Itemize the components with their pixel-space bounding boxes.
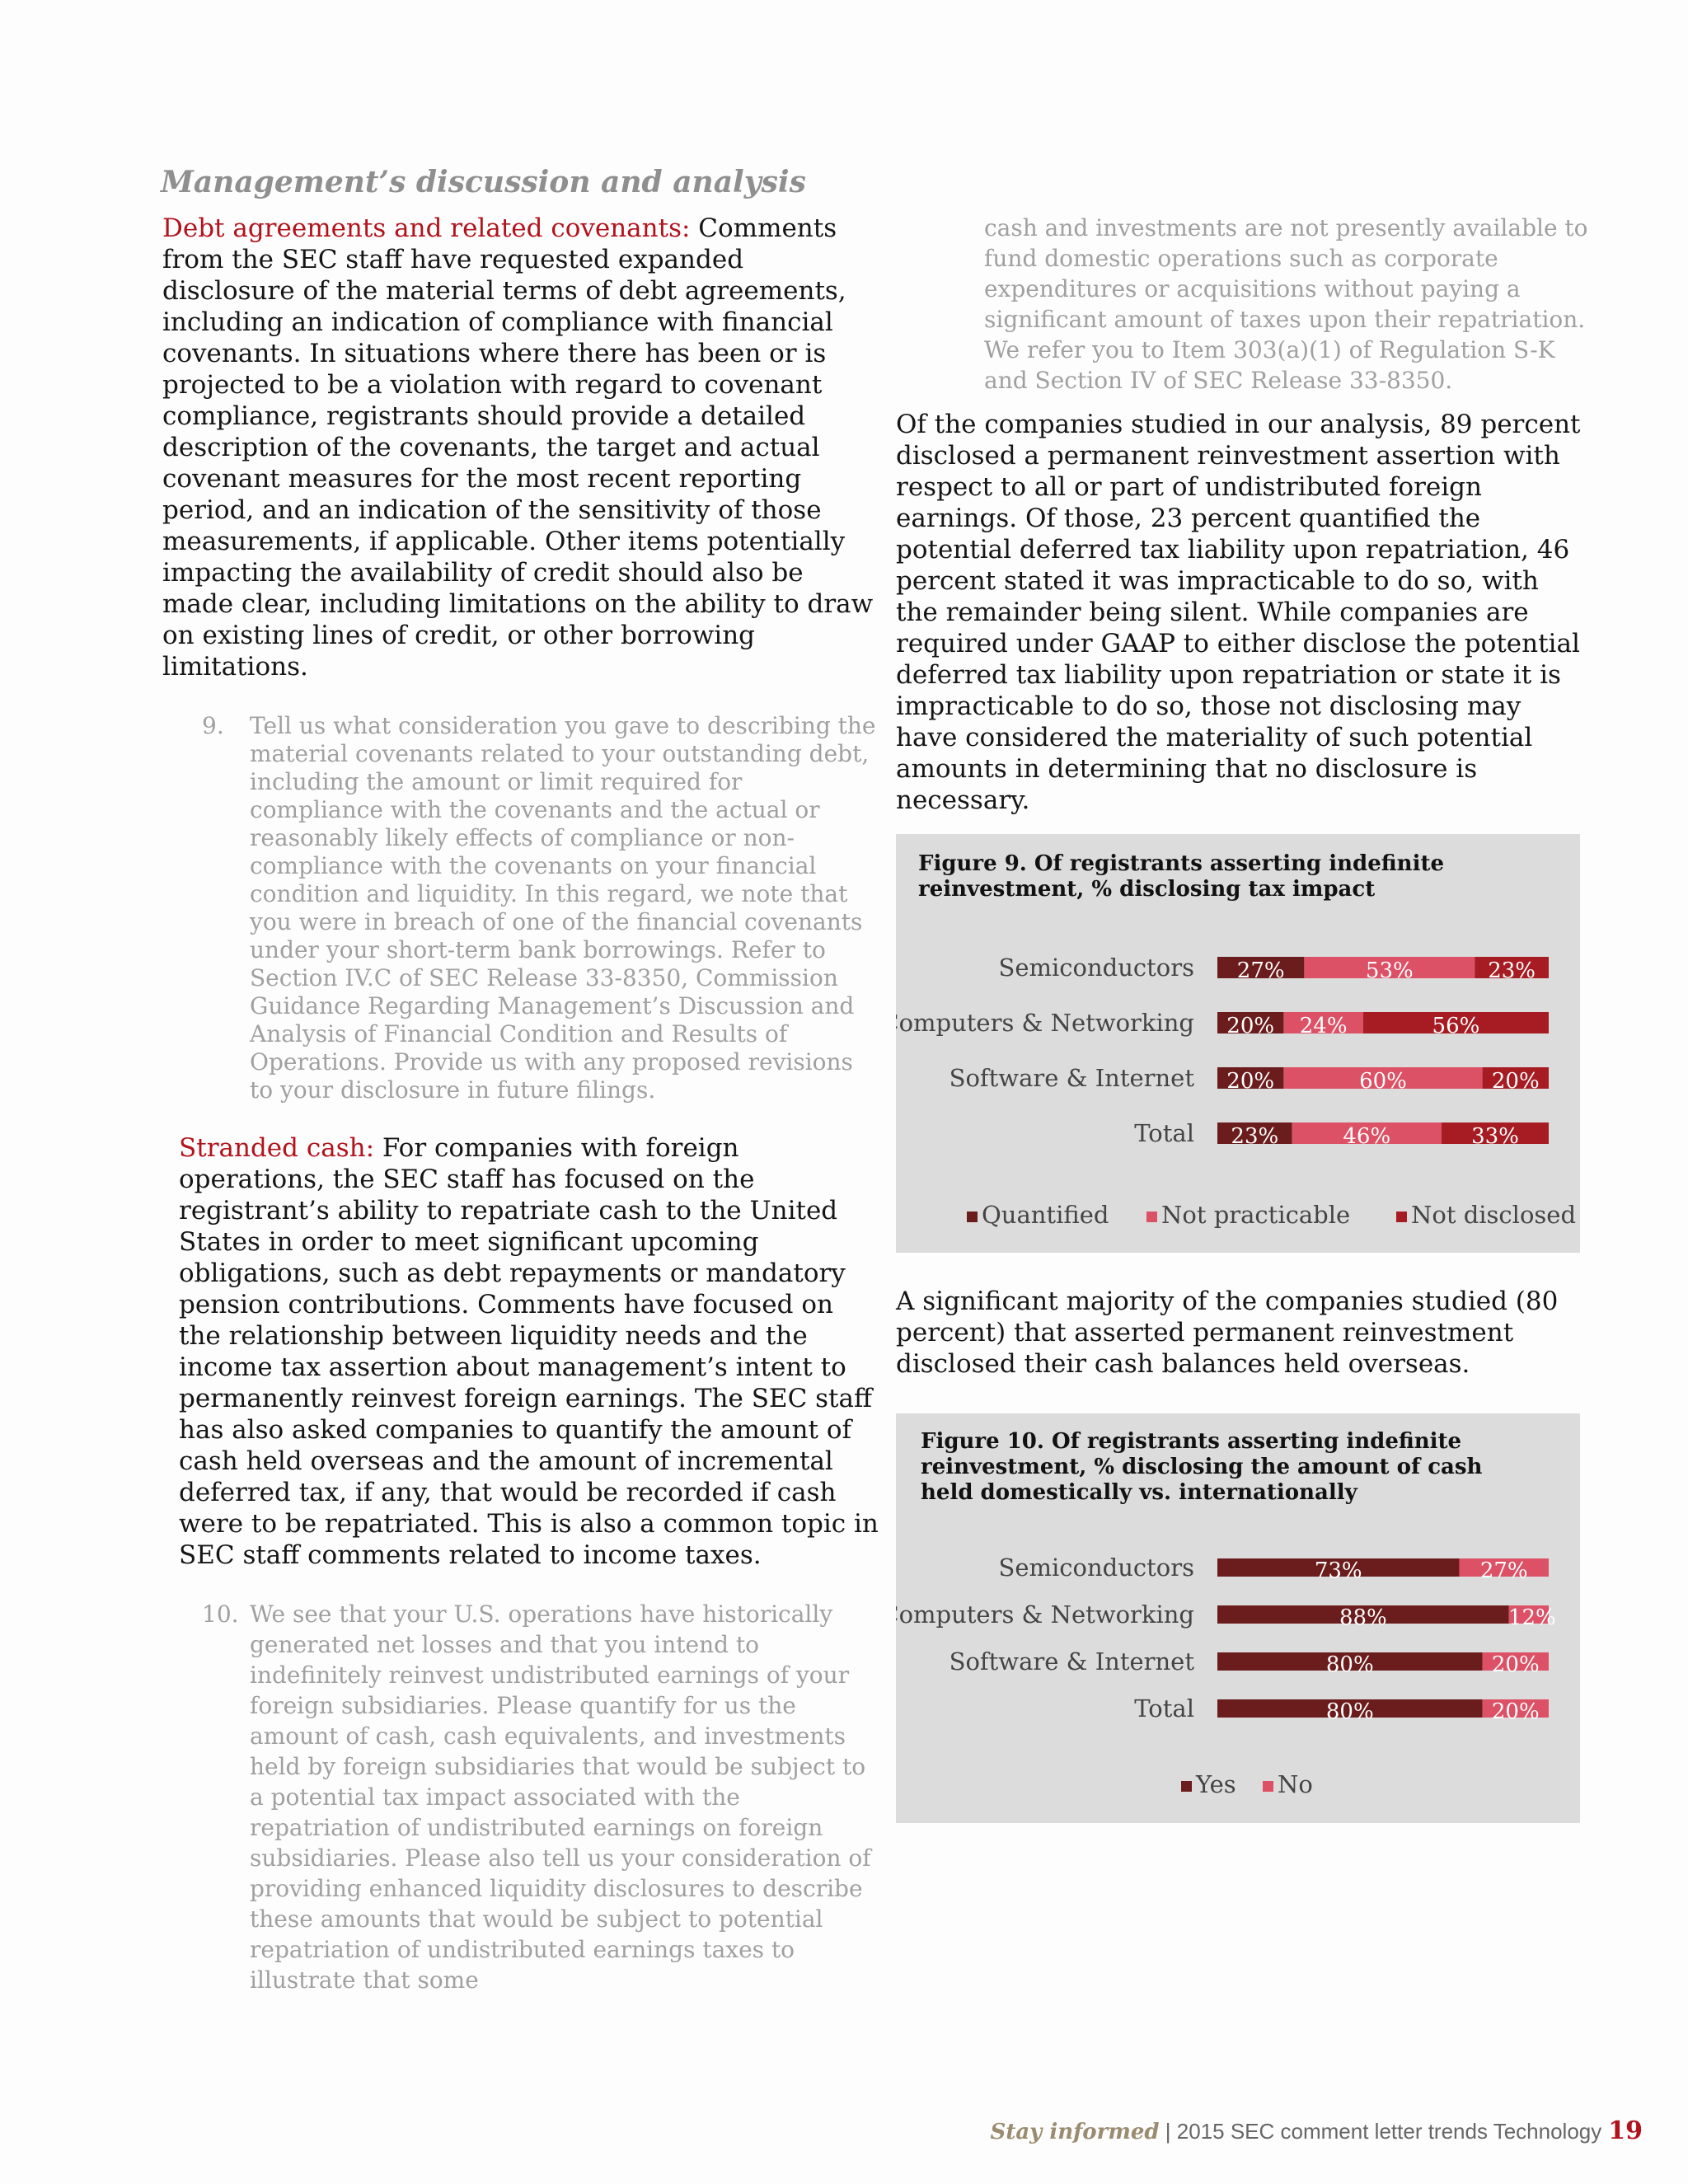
chart-title-line: reinvestment, % disclosing the amount of cash xyxy=(921,1455,1483,1479)
legend-label: Not practicable xyxy=(1161,1201,1351,1229)
debt-covenants-text: Comments from the SEC staff have requested expanded disclosure of the material terms of debt agreements, including an indication of compliance with financial covenants. In situations where there has been or is projected to be a violation with regard to covenant compliance, registrants should provide a detailed description of the covenants, the target and actual covenant measures for the most recent reporting period, and an indication of the sensitivity of those measurements, if applicable. Other items potentially impacting the availability of credit should also be made clear, including limitations on the ability to draw on existing lines of credit, or other borrowing limitations. xyxy=(162,213,874,682)
category-label: Semiconductors xyxy=(998,954,1194,982)
legend-label: Quantified xyxy=(982,1201,1109,1229)
legend-swatch xyxy=(1146,1212,1157,1222)
legend-swatch xyxy=(1263,1781,1273,1792)
data-label: 27% xyxy=(1236,958,1285,983)
stranded-cash-text: For companies with foreign operations, the SEC staff has focused on the registrant’s ability to repatriate cash to the United States in order to meet significant upcoming obligations, such as debt repayments or mandatory pension contributions. Comments have focused on the relationship between liquidity needs and the income tax assertion about management’s intent to permanently reinvest foreign earnings. The SEC staff has also asked companies to quantify the amount of cash held overseas and the amount of incremental deferred tax, if any, that would be recorded if cash were to be repatriated. This is also a common topic in SEC staff comments related to income taxes. xyxy=(179,1133,879,1570)
data-label: 33% xyxy=(1471,1124,1519,1149)
data-label: 20% xyxy=(1491,1699,1540,1724)
data-label: 23% xyxy=(1231,1124,1279,1149)
data-label: 80% xyxy=(1325,1652,1374,1677)
data-label: 23% xyxy=(1488,958,1536,983)
data-label: 80% xyxy=(1325,1699,1374,1724)
category-label: Total xyxy=(1134,1694,1194,1722)
figure-9 xyxy=(896,834,1580,1253)
category-label: Total xyxy=(1134,1119,1194,1147)
category-label: Software & Internet xyxy=(949,1064,1194,1092)
footer-title: 2015 SEC comment letter trends Technology xyxy=(1176,2119,1602,2144)
figure-10 xyxy=(896,1413,1580,1823)
data-label: 20% xyxy=(1491,1069,1540,1094)
data-label: 46% xyxy=(1343,1124,1391,1149)
page-footer xyxy=(991,2116,1643,2145)
data-label: 20% xyxy=(1226,1069,1275,1094)
legend-label: Yes xyxy=(1196,1770,1236,1798)
chart-title-line: reinvestment, % disclosing tax impact xyxy=(918,877,1376,902)
data-label: 24% xyxy=(1299,1014,1348,1038)
data-label: 56% xyxy=(1432,1014,1480,1038)
legend-label: Not disclosed xyxy=(1411,1201,1577,1229)
category-label: Software & Internet xyxy=(949,1647,1194,1675)
comment-9 xyxy=(162,712,879,1104)
category-label: Computers & Networking xyxy=(896,1601,1194,1629)
data-label: 60% xyxy=(1359,1069,1407,1094)
category-label: Computers & Networking xyxy=(896,1009,1194,1037)
data-label: 88% xyxy=(1339,1605,1387,1630)
data-label: 12% xyxy=(1507,1605,1556,1630)
comment-number: 9. xyxy=(202,712,224,739)
stranded-cash-paragraph xyxy=(179,1132,879,1571)
data-label: 20% xyxy=(1226,1014,1275,1038)
legend-swatch xyxy=(1181,1781,1192,1792)
debt-covenants-lead: Debt agreements and related covenants: xyxy=(162,213,691,243)
chart-title-line: Figure 9. Of registrants asserting indefinite xyxy=(918,851,1445,876)
page-number: 19 xyxy=(1608,2116,1643,2145)
debt-covenants-paragraph xyxy=(162,213,879,682)
section-heading: Management’s discussion and analysis xyxy=(161,165,806,199)
data-label: 20% xyxy=(1491,1652,1540,1677)
category-label: Semiconductors xyxy=(998,1554,1194,1582)
footer-separator: | xyxy=(1159,2119,1177,2144)
cash-balance-block xyxy=(896,1286,1588,1380)
legend-swatch xyxy=(967,1212,978,1222)
figure-9-chart xyxy=(896,834,1580,1253)
chart-title-line: Figure 10. Of registrants asserting indefinite xyxy=(921,1429,1462,1454)
data-label: 73% xyxy=(1314,1558,1362,1583)
comment-text: We see that your U.S. operations have historically generated net losses and that you intend to indefinitely reinvest undistributed earnings of your foreign subsidiaries. Please quantify for us the amount of cash, cash equivalents, and investments held by foreign subsidiaries that would be subject to a potential tax impact associated with the repatriation of undistributed earnings on foreign subsidiaries. Please also tell us your consideration of providing enhanced liquidity disclosures to describe these amounts that would be subject to potential repatriation of undistributed earnings taxes to illustrate that some xyxy=(250,1601,871,1994)
cash-balance-paragraph: A significant majority of the companies studied (80 percent) that asserted permanent reinvestment disclosed their cash balances held overseas. xyxy=(896,1286,1559,1379)
comment-text: Tell us what consideration you gave to describing the material covenants related to your outstanding debt, including the amount or limit required for compliance with the covenants and the actual or reasonably likely effects of compliance or non-compliance with the covenants on your financial condition and liquidity. In this regard, we note that you were in breach of one of the financial covenants under your short-term bank borrowings. Refer to Section IV.C of SEC Release 33-8350, Commission Guidance Regarding Management’s Discussion and Analysis of Financial Condition and Results of Operations. Provide us with any proposed revisions to your disclosure in future filings. xyxy=(250,712,876,1104)
legend-label: No xyxy=(1278,1770,1313,1798)
figure-10-chart xyxy=(896,1413,1580,1823)
left-column xyxy=(162,213,879,1995)
data-label: 27% xyxy=(1479,1558,1528,1583)
chart-title-line: held domestically vs. internationally xyxy=(921,1480,1357,1505)
legend-swatch xyxy=(1396,1212,1407,1222)
comment-10 xyxy=(162,1599,879,1995)
comment-10-continued: cash and investments are not presently available to fund domestic operations such as corporate expenditures or acquisitions without paying a significant amount of taxes upon their repatriation. We refer you to Item 303(a)(1) of Regulation S-K and Section IV of SEC Release 33-8350. xyxy=(984,214,1588,394)
footer-stay-informed: Stay informed xyxy=(990,2120,1160,2144)
data-label: 53% xyxy=(1365,958,1414,983)
comment-number: 10. xyxy=(202,1601,239,1628)
reinvestment-paragraph: Of the companies studied in our analysis, 89 percent disclosed a permanent reinvestment assertion with respect to all or part of undistributed foreign earnings. Of those, 23 percent quantified the potential deferred tax liability upon repatriation, 46 percent stated it was impracticable to do so, with the remainder being silent. While companies are required under GAAP to either disclose the potential deferred tax liability upon repatriation or state it is impracticable to do so, those not disclosing may have considered the materiality of such potential amounts in determining that no disclosure is necessary. xyxy=(896,410,1581,815)
stranded-cash-lead: Stranded cash: xyxy=(179,1133,375,1163)
right-column xyxy=(896,213,1588,816)
